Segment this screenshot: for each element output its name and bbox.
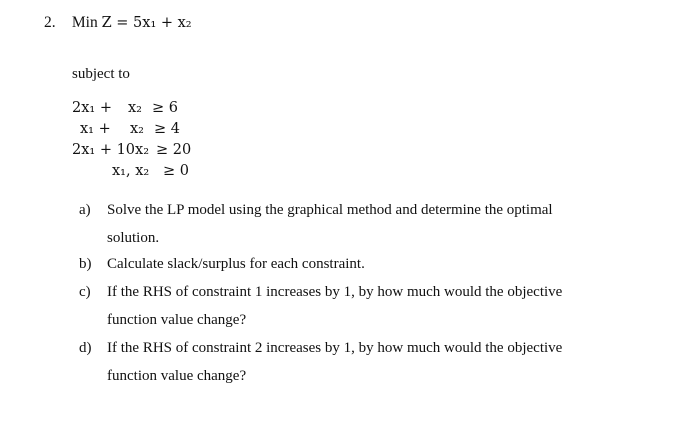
constraint-2-lhs-b: x₂ xyxy=(130,121,144,137)
constraint-2-lhs-a: x₁ + xyxy=(80,121,111,137)
question-a-line-1: Solve the LP model using the graphical method and determine the optimal xyxy=(107,202,553,218)
question-d-line-1: If the RHS of constraint 2 increases by 1, by how much would the objective xyxy=(107,340,563,356)
constraint-1-lhs-b: x₂ xyxy=(128,100,142,116)
question-c-line-2: function value change? xyxy=(107,312,247,328)
question-d-line-2: function value change? xyxy=(107,368,247,384)
problem-number: 2. xyxy=(44,14,56,31)
constraint-3-lhs-a: 2x₁ + 10x₂ xyxy=(72,142,150,158)
objective-label: Min xyxy=(71,14,98,31)
constraint-1-lhs-a: 2x₁ + xyxy=(72,100,112,116)
constraint-1-rel: ≥ 6 xyxy=(152,100,178,116)
constraint-4-rel: ≥ 0 xyxy=(163,163,189,179)
problem-heading xyxy=(44,14,192,32)
question-b-line-1: Calculate slack/surplus for each constraint. xyxy=(107,256,365,272)
question-b-letter: b) xyxy=(79,256,92,272)
question-c-letter: c) xyxy=(79,284,91,300)
question-c-line-1: If the RHS of constraint 1 increases by 1, by how much would the objective xyxy=(107,284,563,300)
constraint-3-rel: ≥ 20 xyxy=(156,142,192,158)
constraint-4-lhs-a: x₁, x₂ xyxy=(112,163,150,179)
constraint-2-rel: ≥ 4 xyxy=(154,121,180,137)
question-a-letter: a) xyxy=(79,202,91,218)
question-a-line-2: solution. xyxy=(107,230,160,246)
question-d-letter: d) xyxy=(79,340,92,356)
objective-expression: Z = 5x₁ + x₂ xyxy=(101,15,192,31)
subject-to-label: subject to xyxy=(72,66,130,82)
